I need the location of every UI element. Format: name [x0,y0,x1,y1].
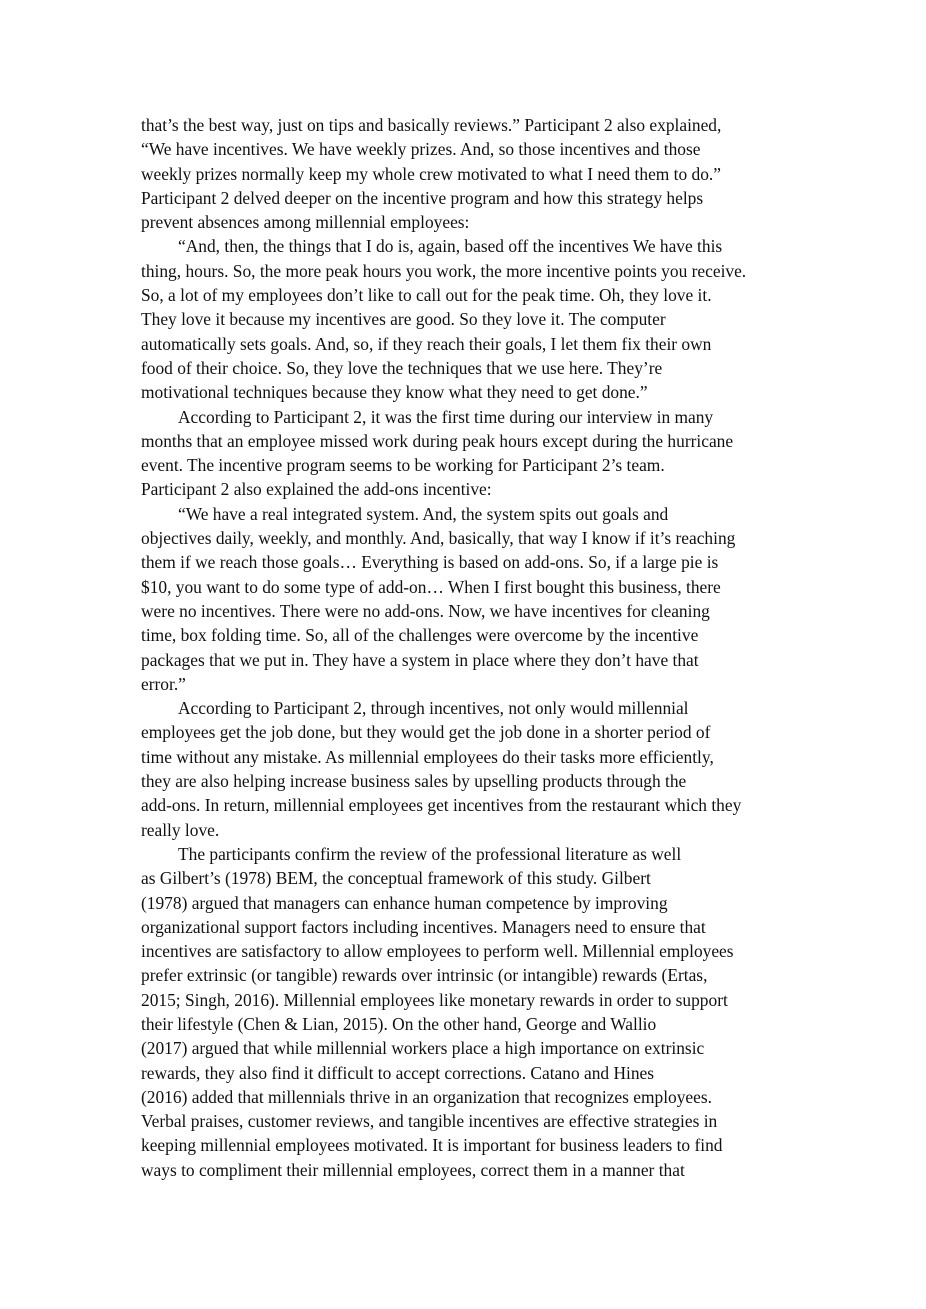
text-line: motivational techniques because they know what they need to get done.” [141,382,648,403]
text-line: “We have incentives. We have weekly prizes. And, so those incentives and those [141,139,701,160]
text-line: prevent absences among millennial employees: [141,212,470,233]
paragraph-first-line: “We have a real integrated system. And, the system spits out goals and [178,503,669,524]
text-line: Participant 2 also explained the add-ons incentive: [141,479,492,500]
text-line: ways to compliment their millennial employees, correct them in a manner that [141,1159,685,1180]
text-line: rewards, they also find it difficult to accept corrections. Catano and Hines [141,1062,655,1083]
text-line: time without any mistake. As millennial employees do their tasks more efficiently, [141,746,714,767]
text-line: They love it because my incentives are good. So they love it. The computer [141,309,666,330]
text-line: incentives are satisfactory to allow employees to perform well. Millennial employees [141,941,734,962]
text-line: prefer extrinsic (or tangible) rewards over intrinsic (or intangible) rewards (Ertas, [141,965,708,986]
text-line: (2016) added that millennials thrive in an organization that recognizes employees. [141,1086,712,1107]
text-line: thing, hours. So, the more peak hours you work, the more incentive points you receive. [141,260,747,281]
text-line: really love. [141,819,220,840]
text-line: objectives daily, weekly, and monthly. And, basically, that way I know if it’s reaching [141,528,736,549]
text-line: event. The incentive program seems to be working for Participant 2’s team. [141,455,665,476]
text-line: that’s the best way, just on tips and basically reviews.” Participant 2 also explained, [141,115,722,135]
text-line: $10, you want to do some type of add-on… When I first bought this business, there [141,576,721,597]
text-line: error.” [141,673,186,694]
text-line: them if we reach those goals… Everything is based on add-ons. So, if a large pie is [141,552,719,573]
text-line: employees get the job done, but they would get the job done in a shorter period of [141,722,711,743]
text-line: automatically sets goals. And, so, if they reach their goals, I let them fix their own [141,333,712,354]
paragraph-first-line: The participants confirm the review of the professional literature as well [178,843,682,864]
paragraph-first-line: “And, then, the things that I do is, again, based off the incentives We have this [178,236,723,257]
document-page [141,113,801,1182]
text-line: So, a lot of my employees don’t like to call out for the peak time. Oh, they love it. [141,285,712,306]
text-line: (2017) argued that while millennial workers place a high importance on extrinsic [141,1038,705,1059]
text-line: food of their choice. So, they love the techniques that we use here. They’re [141,357,663,378]
text-line: their lifestyle (Chen & Lian, 2015). On the other hand, George and Wallio [141,1013,657,1034]
text-line: time, box folding time. So, all of the challenges were overcome by the incentive [141,625,699,646]
text-line: packages that we put in. They have a system in place where they don’t have that [141,649,699,670]
paragraph-first-line: According to Participant 2, through incentives, not only would millennial [178,698,689,719]
text-line: organizational support factors including incentives. Managers need to ensure that [141,916,706,937]
text-line: Verbal praises, customer reviews, and tangible incentives are effective strategies in [141,1111,718,1132]
paragraph-first-line: According to Participant 2, it was the first time during our interview in many [178,406,714,427]
text-line: were no incentives. There were no add-ons. Now, we have incentives for cleaning [141,600,710,621]
text-line: 2015; Singh, 2016). Millennial employees like monetary rewards in order to support [141,989,728,1010]
text-line: as Gilbert’s (1978) BEM, the conceptual framework of this study. Gilbert [141,868,651,889]
text-line: months that an employee missed work during peak hours except during the hurricane [141,430,734,451]
text-line: (1978) argued that managers can enhance human competence by improving [141,892,668,913]
text-line: weekly prizes normally keep my whole crew motivated to what I need them to do.” [141,163,721,184]
text-line: add-ons. In return, millennial employees get incentives from the restaurant which they [141,795,742,816]
text-line: Participant 2 delved deeper on the incentive program and how this strategy helps [141,187,704,208]
text-line: keeping millennial employees motivated. It is important for business leaders to find [141,1135,723,1156]
text-line: they are also helping increase business sales by upselling products through the [141,771,687,792]
